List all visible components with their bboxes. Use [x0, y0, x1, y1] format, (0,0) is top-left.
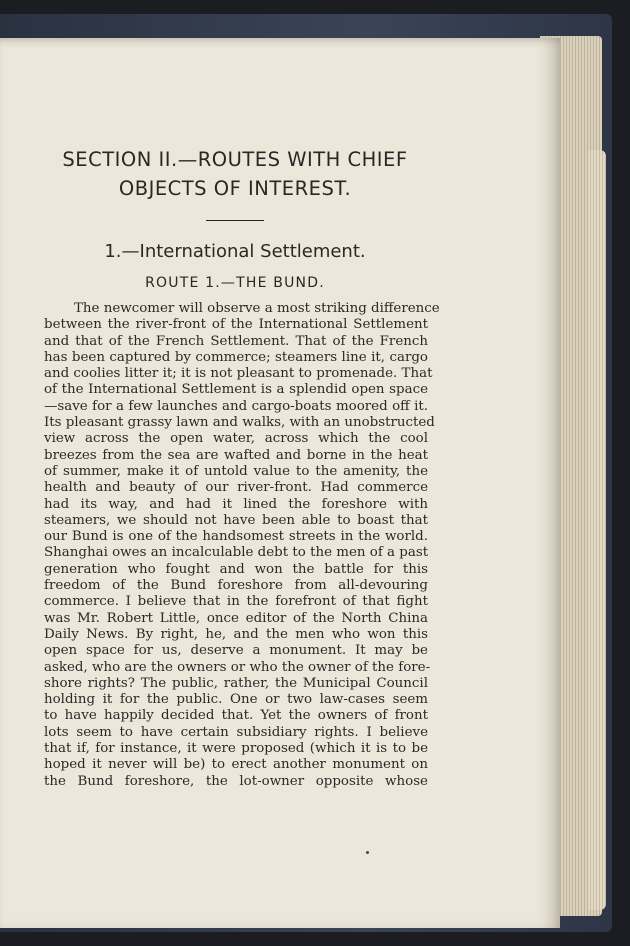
body-line: Its pleasant grassy lawn and walks, with an unobstructed — [44, 415, 435, 431]
body-line: and coolies litter it; it is not pleasant to promenade. That — [44, 366, 433, 382]
title-divider — [206, 220, 264, 221]
body-line: our Bund is one of the handsomest streets in the world. — [44, 529, 428, 545]
body-line: —save for a few launches and cargo-boats moored off it. — [44, 398, 428, 414]
body-line: had its way, and had it lined the foreshore with — [44, 496, 428, 512]
section-title-line-2: OBJECTS OF INTEREST. — [118, 177, 352, 200]
body-line: to have happily decided that. Yet the owners of front — [44, 708, 428, 724]
body-line: was Mr. Robert Little, once editor of the North China — [44, 610, 428, 626]
body-line: hoped it never will be) to erect another monument on — [44, 757, 428, 773]
page-mark — [366, 851, 369, 854]
body-line: the Bund foreshore, the lot-owner opposite whose — [44, 773, 428, 789]
body-line: commerce. I believe that in the forefront of that fight — [44, 594, 428, 610]
body-line: breezes from the sea are wafted and borne in the heat — [44, 447, 428, 463]
body-line: and that of the French Settlement. That of the French — [44, 333, 428, 349]
body-line: holding it for the public. One or two law-cases seem — [44, 692, 428, 708]
body-line: shore rights? The public, rather, the Municipal Council — [44, 675, 428, 691]
body-line: of the International Settlement is a splendid open space — [44, 382, 428, 398]
body-line: Daily News. By right, he, and the men who won this — [44, 626, 428, 642]
section-title — [30, 145, 440, 203]
body-line: generation who fought and won the battle for this — [44, 561, 428, 577]
section-title-line-1: SECTION II.—ROUTES WITH CHIEF — [62, 148, 408, 171]
body-line: health and beauty of our river-front. Had commerce — [44, 480, 428, 496]
body-line: asked, who are the owners or who the owner of the fore- — [44, 659, 431, 675]
page-edges-tab — [588, 150, 606, 910]
body-line: open space for us, deserve a monument. It may be — [44, 643, 428, 659]
body-line: view across the open water, across which the cool — [44, 431, 428, 447]
body-line: of summer, make it of untold value to the amenity, the — [44, 463, 428, 479]
body-line: lots seem to have certain subsidiary rights. I believe — [44, 724, 428, 740]
body-line: steamers, we should not have been able to boast that — [44, 512, 428, 528]
body-line: Shanghai owes an incalculable debt to the men of a past — [44, 545, 429, 561]
body-line: has been captured by commerce; steamers line it, cargo — [44, 349, 428, 365]
body-text — [44, 301, 440, 790]
body-line: The newcomer will observe a most striking difference — [74, 301, 440, 316]
body-line: that if, for instance, it were proposed (which it is to be — [44, 741, 428, 757]
route-title: ROUTE 1.—THE BUND. — [145, 275, 325, 291]
body-line: freedom of the Bund foreshore from all-devouring — [44, 578, 428, 594]
subsection-title: 1.—International Settlement. — [104, 241, 366, 262]
body-line: between the river-front of the International Settlement — [44, 317, 428, 333]
